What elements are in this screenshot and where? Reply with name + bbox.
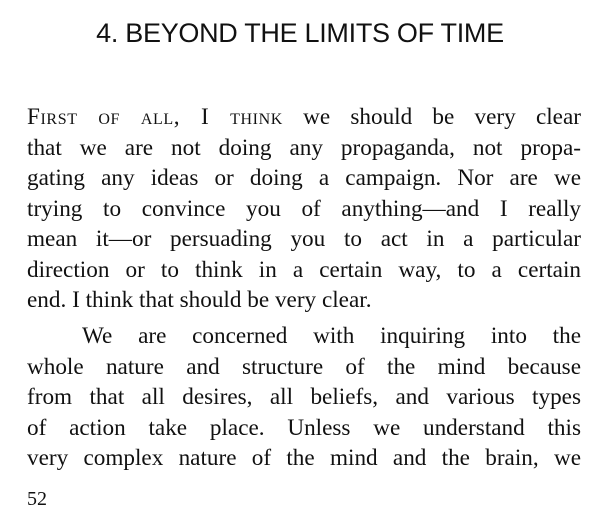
paragraph-1-line-7: end. I think that should be very clear. [27,287,372,313]
paragraph-2-line-3: from that all desires, all beliefs, and various types [27,384,581,410]
paragraph-2-line-5: very complex nature of the mind and the brain, we [27,445,581,471]
paragraph-1-line-1 [27,102,581,133]
paragraph-1-line-6: direction or to think in a certain way, to a certain [27,256,581,283]
paragraph-lead-in: First of all, I think [27,104,283,130]
paragraph-1-line-2: that we are not doing any propaganda, not propa- [27,134,581,161]
page-number: 52 [27,488,47,510]
paragraph-1-line-5: mean it—or persuading you to act in a particular [27,226,581,252]
chapter-title: 4. BEYOND THE LIMITS OF TIME [96,18,504,48]
paragraph-1-line-3: gating any ideas or doing a campaign. Nor are we [27,165,581,191]
paragraph-1-line-4: trying to convince you of anything—and I really [27,195,581,222]
paragraph-2-line-4: of action take place. Unless we understand this [27,414,581,441]
paragraph-1-line-1-text: we should be very clear [282,104,581,130]
paragraph-1 [27,102,581,316]
paragraph-2-line-2: whole nature and structure of the mind because [27,353,581,380]
paragraph-2-line-1: We are concerned with inquiring into the [82,323,581,349]
paragraph-2 [27,321,581,474]
